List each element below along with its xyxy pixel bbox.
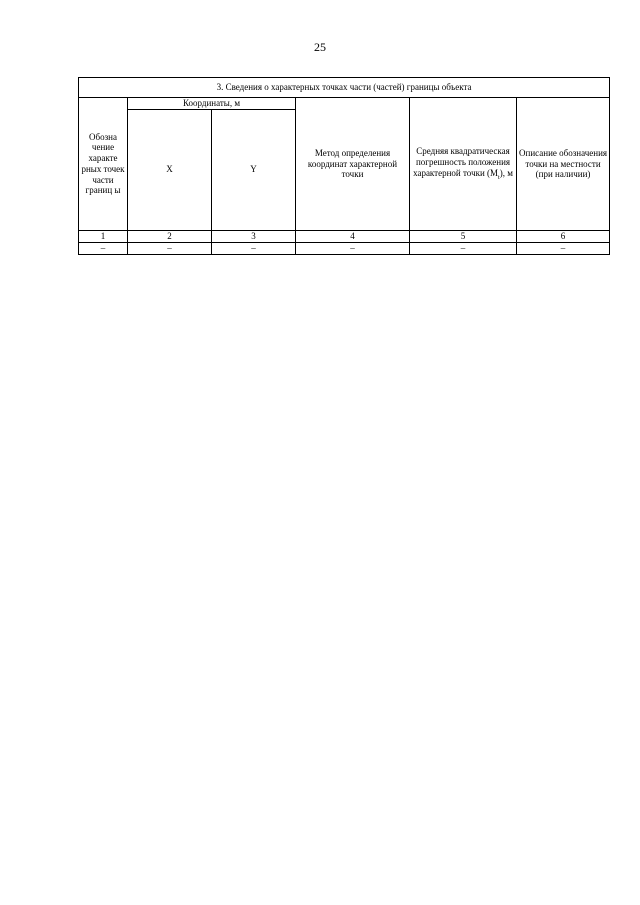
header-point-designation: Обозна чение характе рных точек части границ ы xyxy=(79,98,128,231)
column-number: 2 xyxy=(128,230,212,242)
table-row xyxy=(79,242,610,254)
header-error-text: Средняя квадратическая погрешность положения характерной точки (M xyxy=(413,146,511,178)
header-error xyxy=(410,98,517,231)
table-cell: – xyxy=(212,242,296,254)
column-number-row xyxy=(79,230,610,242)
column-number: 4 xyxy=(296,230,410,242)
header-coordinates: Координаты, м xyxy=(128,98,296,110)
header-description: Описание обозначения точки на местности (при наличии) xyxy=(517,98,610,231)
header-y: Y xyxy=(212,109,296,230)
table-cell: – xyxy=(410,242,517,254)
column-number: 1 xyxy=(79,230,128,242)
page-number: 25 xyxy=(314,40,326,54)
table-title: 3. Сведения о характерных точках части (частей) границы объекта xyxy=(79,78,610,98)
table-cell: – xyxy=(128,242,212,254)
column-number: 3 xyxy=(212,230,296,242)
header-error-unit: ), м xyxy=(499,167,513,178)
header-error-subscript: t xyxy=(498,174,500,181)
characteristic-points-table xyxy=(78,77,610,255)
table-cell: – xyxy=(517,242,610,254)
header-method: Метод определения координат характерной точки xyxy=(296,98,410,231)
column-number: 6 xyxy=(517,230,610,242)
table-cell: – xyxy=(79,242,128,254)
table-cell: – xyxy=(296,242,410,254)
column-number: 5 xyxy=(410,230,517,242)
header-x: X xyxy=(128,109,212,230)
